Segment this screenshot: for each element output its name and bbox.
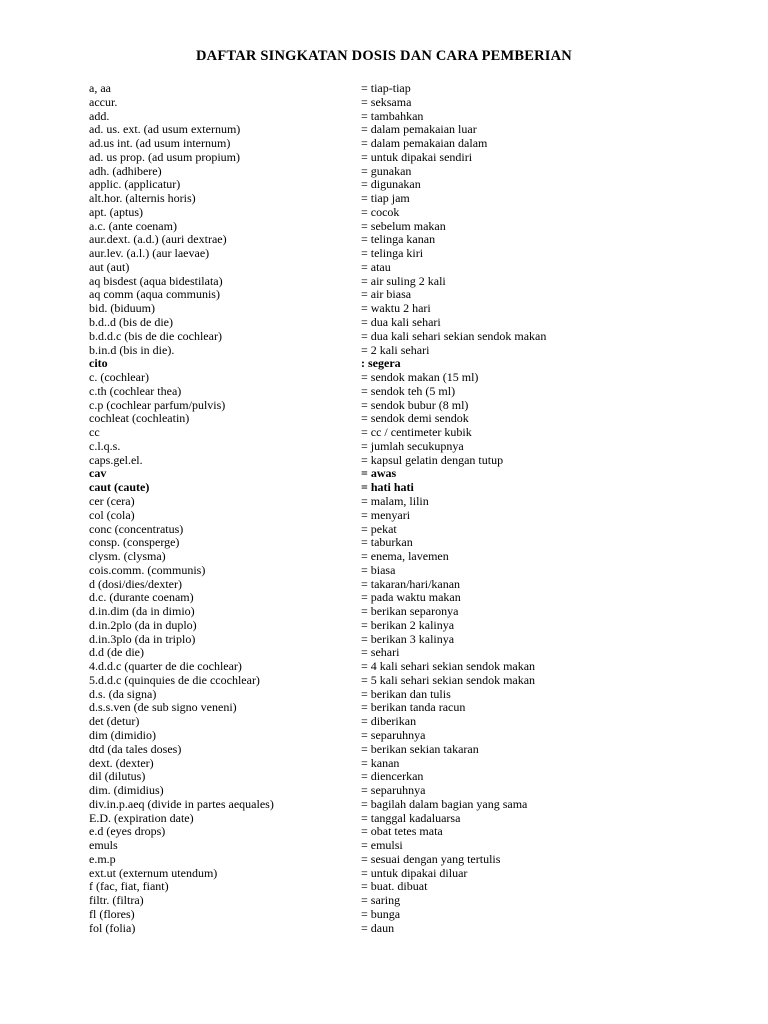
list-item bbox=[89, 110, 729, 124]
abbreviation-meaning: = awas bbox=[361, 466, 397, 481]
abbreviation-term: alt.hor. (alternis horis) bbox=[89, 191, 196, 206]
list-item bbox=[89, 96, 729, 110]
document-title: DAFTAR SINGKATAN DOSIS DAN CARA PEMBERIAN bbox=[196, 48, 572, 64]
list-item bbox=[89, 454, 729, 468]
list-item bbox=[89, 82, 729, 96]
list-item bbox=[89, 922, 729, 936]
list-item bbox=[89, 880, 729, 894]
abbreviation-term: bid. (biduum) bbox=[89, 301, 155, 316]
list-item bbox=[89, 137, 729, 151]
abbreviation-term: d.d (de die) bbox=[89, 645, 144, 660]
list-item bbox=[89, 385, 729, 399]
abbreviation-meaning: = waktu 2 hari bbox=[361, 301, 431, 316]
list-item bbox=[89, 729, 729, 743]
abbreviation-term: cer (cera) bbox=[89, 493, 135, 508]
abbreviation-term: d.s. (da signa) bbox=[89, 686, 157, 701]
abbreviation-meaning: = jumlah secukupnya bbox=[361, 438, 464, 453]
abbreviation-meaning: = emulsi bbox=[361, 838, 403, 853]
abbreviation-meaning: = tiap-tiap bbox=[361, 81, 411, 95]
abbreviation-term: b.d..d (bis de die) bbox=[89, 315, 173, 330]
abbreviation-term: c. (cochlear) bbox=[89, 370, 149, 385]
abbreviation-meaning: = pada waktu makan bbox=[361, 590, 461, 605]
abbreviation-term: det (detur) bbox=[89, 714, 140, 729]
abbreviation-meaning: = bagilah dalam bagian yang sama bbox=[361, 796, 528, 811]
abbreviation-meaning: = sebelum makan bbox=[361, 218, 446, 233]
list-item bbox=[89, 839, 729, 853]
abbreviation-meaning: = telinga kanan bbox=[361, 232, 436, 247]
abbreviation-meaning: : segera bbox=[361, 356, 401, 371]
abbreviation-meaning: = seksama bbox=[361, 94, 412, 109]
abbreviation-meaning: = malam, lilin bbox=[361, 493, 429, 508]
abbreviation-term: accur. bbox=[89, 94, 118, 109]
list-item bbox=[89, 743, 729, 757]
abbreviation-term: aur.lev. (a.l.) (aur laevae) bbox=[89, 246, 210, 261]
abbreviation-meaning: = digunakan bbox=[361, 177, 421, 192]
abbreviation-term: d.s.s.ven (de sub signo veneni) bbox=[89, 700, 237, 715]
abbreviation-meaning: = tambahkan bbox=[361, 108, 424, 123]
abbreviation-meaning: = atau bbox=[361, 259, 391, 274]
abbreviation-term: d.c. (durante coenam) bbox=[89, 590, 194, 605]
list-item bbox=[89, 316, 729, 330]
abbreviation-meaning: = taburkan bbox=[361, 535, 413, 550]
abbreviation-term: fol (folia) bbox=[89, 920, 136, 935]
list-item bbox=[89, 509, 729, 523]
abbreviation-meaning: = sendok bubur (8 ml) bbox=[361, 397, 469, 412]
abbreviation-term: ad. us prop. (ad usum propium) bbox=[89, 149, 240, 164]
list-item bbox=[89, 536, 729, 550]
list-item bbox=[89, 908, 729, 922]
abbreviation-meaning: = menyari bbox=[361, 507, 411, 522]
list-item bbox=[89, 633, 729, 647]
list-item bbox=[89, 412, 729, 426]
abbreviation-term: f (fac, fiat, fiant) bbox=[89, 879, 169, 894]
abbreviation-term: E.D. (expiration date) bbox=[89, 810, 194, 825]
abbreviation-term: e.d (eyes drops) bbox=[89, 824, 166, 839]
list-item bbox=[89, 357, 729, 371]
abbreviation-term: cochleat (cochleatin) bbox=[89, 411, 190, 426]
abbreviation-term: e.m.p bbox=[89, 851, 116, 866]
list-item bbox=[89, 894, 729, 908]
abbreviation-term: cc bbox=[89, 425, 100, 440]
list-item bbox=[89, 701, 729, 715]
abbreviation-meaning: = berikan tanda racun bbox=[361, 700, 466, 715]
abbreviation-term: b.d.d.c (bis de die cochlear) bbox=[89, 328, 222, 343]
list-item bbox=[89, 233, 729, 247]
abbreviation-meaning: = sendok demi sendok bbox=[361, 411, 469, 426]
list-item bbox=[89, 674, 729, 688]
abbreviation-term: applic. (applicatur) bbox=[89, 177, 181, 192]
list-item bbox=[89, 178, 729, 192]
list-item bbox=[89, 825, 729, 839]
abbreviation-term: c.p (cochlear parfum/pulvis) bbox=[89, 397, 226, 412]
abbreviation-term: dim. (dimidius) bbox=[89, 783, 164, 798]
list-item bbox=[89, 261, 729, 275]
abbreviation-term: 5.d.d.c (quinquies de die ccochlear) bbox=[89, 672, 260, 687]
abbreviation-meaning: = berikan separonya bbox=[361, 604, 459, 619]
list-item bbox=[89, 688, 729, 702]
list-item bbox=[89, 715, 729, 729]
list-item bbox=[89, 550, 729, 564]
list-item bbox=[89, 757, 729, 771]
list-item bbox=[89, 220, 729, 234]
abbreviation-meaning: = berikan 3 kalinya bbox=[361, 631, 455, 646]
abbreviation-meaning: = enema, lavemen bbox=[361, 549, 449, 564]
abbreviation-term: aur.dext. (a.d.) (auri dextrae) bbox=[89, 232, 227, 247]
abbreviation-term: dext. (dexter) bbox=[89, 755, 154, 770]
abbreviation-term: dtd (da tales doses) bbox=[89, 741, 182, 756]
abbreviation-meaning: = 4 kali sehari sekian sendok makan bbox=[361, 659, 536, 674]
abbreviation-term: cito bbox=[89, 356, 108, 371]
abbreviation-meaning: = kapsul gelatin dengan tutup bbox=[361, 452, 504, 467]
list-item bbox=[89, 247, 729, 261]
abbreviation-meaning: = cc / centimeter kubik bbox=[361, 425, 472, 440]
list-item bbox=[89, 151, 729, 165]
abbreviation-meaning: = takaran/hari/kanan bbox=[361, 576, 461, 591]
list-item bbox=[89, 867, 729, 881]
list-item bbox=[89, 798, 729, 812]
list-item bbox=[89, 399, 729, 413]
abbreviation-term: consp. (consperge) bbox=[89, 535, 180, 550]
abbreviation-term: cois.comm. (communis) bbox=[89, 562, 206, 577]
abbreviation-meaning: = sehari bbox=[361, 645, 400, 660]
abbreviation-meaning: = berikan 2 kalinya bbox=[361, 617, 455, 632]
list-item bbox=[89, 165, 729, 179]
abbreviation-term: c.l.q.s. bbox=[89, 438, 121, 453]
abbreviation-meaning: = tiap jam bbox=[361, 191, 410, 206]
abbreviation-term: clysm. (clysma) bbox=[89, 549, 166, 564]
abbreviation-list bbox=[89, 82, 729, 935]
abbreviation-meaning: = berikan sekian takaran bbox=[361, 741, 479, 756]
abbreviation-term: emuls bbox=[89, 838, 118, 853]
abbreviation-term: c.th (cochlear thea) bbox=[89, 383, 182, 398]
abbreviation-term: ad. us. ext. (ad usum externum) bbox=[89, 122, 241, 137]
abbreviation-meaning: = untuk dipakai sendiri bbox=[361, 149, 473, 164]
list-item bbox=[89, 578, 729, 592]
abbreviation-term: apt. (aptus) bbox=[89, 204, 143, 219]
abbreviation-term: cav bbox=[89, 466, 107, 481]
abbreviation-meaning: = diencerkan bbox=[361, 769, 424, 784]
abbreviation-meaning: = kanan bbox=[361, 755, 400, 770]
list-item bbox=[89, 495, 729, 509]
abbreviation-meaning: = daun bbox=[361, 920, 395, 935]
abbreviation-term: aq bisdest (aqua bidestilata) bbox=[89, 273, 223, 288]
abbreviation-meaning: = berikan dan tulis bbox=[361, 686, 451, 701]
abbreviation-term: dim (dimidio) bbox=[89, 727, 156, 742]
list-item bbox=[89, 467, 729, 481]
abbreviation-term: a.c. (ante coenam) bbox=[89, 218, 177, 233]
list-item bbox=[89, 481, 729, 495]
list-item bbox=[89, 812, 729, 826]
abbreviation-meaning: = sendok teh (5 ml) bbox=[361, 383, 456, 398]
abbreviation-meaning: = separuhnya bbox=[361, 783, 426, 798]
list-item bbox=[89, 192, 729, 206]
abbreviation-term: b.in.d (bis in die). bbox=[89, 342, 175, 357]
list-item bbox=[89, 784, 729, 798]
abbreviation-meaning: = 2 kali sehari bbox=[361, 342, 430, 357]
abbreviation-term: fl (flores) bbox=[89, 906, 135, 921]
abbreviation-term: caps.gel.el. bbox=[89, 452, 143, 467]
abbreviation-meaning: = dalam pemakaian dalam bbox=[361, 136, 488, 151]
list-item bbox=[89, 660, 729, 674]
abbreviation-meaning: = air suling 2 kali bbox=[361, 273, 446, 288]
abbreviation-meaning: = obat tetes mata bbox=[361, 824, 443, 839]
abbreviation-term: add. bbox=[89, 108, 110, 123]
abbreviation-term: d.in.3plo (da in triplo) bbox=[89, 631, 196, 646]
list-item bbox=[89, 591, 729, 605]
list-item bbox=[89, 440, 729, 454]
abbreviation-term: filtr. (filtra) bbox=[89, 893, 144, 908]
abbreviation-term: caut (caute) bbox=[89, 480, 150, 495]
list-item bbox=[89, 206, 729, 220]
abbreviation-meaning: = dua kali sehari sekian sendok makan bbox=[361, 328, 547, 343]
abbreviation-meaning: = biasa bbox=[361, 562, 396, 577]
abbreviation-meaning: = dua kali sehari bbox=[361, 315, 441, 330]
list-item bbox=[89, 853, 729, 867]
list-item bbox=[89, 426, 729, 440]
list-item bbox=[89, 770, 729, 784]
list-item bbox=[89, 371, 729, 385]
abbreviation-term: 4.d.d.c (quarter de die cochlear) bbox=[89, 659, 242, 674]
abbreviation-term: d.in.2plo (da in duplo) bbox=[89, 617, 197, 632]
abbreviation-term: div.in.p.aeq (divide in partes aequales) bbox=[89, 796, 274, 811]
list-item bbox=[89, 330, 729, 344]
abbreviation-term: d.in.dim (da in dimio) bbox=[89, 604, 195, 619]
abbreviation-meaning: = air biasa bbox=[361, 287, 412, 302]
abbreviation-term: dil (dilutus) bbox=[89, 769, 146, 784]
abbreviation-term: conc (concentratus) bbox=[89, 521, 184, 536]
abbreviation-term: col (cola) bbox=[89, 507, 135, 522]
list-item bbox=[89, 619, 729, 633]
abbreviation-term: ext.ut (externum utendum) bbox=[89, 865, 218, 880]
abbreviation-meaning: = diberikan bbox=[361, 714, 417, 729]
abbreviation-meaning: = telinga kiri bbox=[361, 246, 424, 261]
abbreviation-meaning: = saring bbox=[361, 893, 401, 908]
abbreviation-term: adh. (adhibere) bbox=[89, 163, 162, 178]
abbreviation-meaning: = cocok bbox=[361, 204, 400, 219]
abbreviation-meaning: = tanggal kadaluarsa bbox=[361, 810, 461, 825]
abbreviation-meaning: = pekat bbox=[361, 521, 397, 536]
abbreviation-term: aut (aut) bbox=[89, 259, 130, 274]
list-item bbox=[89, 523, 729, 537]
abbreviation-meaning: = sendok makan (15 ml) bbox=[361, 370, 479, 385]
list-item bbox=[89, 123, 729, 137]
list-item bbox=[89, 646, 729, 660]
abbreviation-term: d (dosi/dies/dexter) bbox=[89, 576, 182, 591]
abbreviation-meaning: = 5 kali sehari sekian sendok makan bbox=[361, 672, 536, 687]
list-item bbox=[89, 288, 729, 302]
abbreviation-meaning: = dalam pemakaian luar bbox=[361, 122, 477, 137]
list-item bbox=[89, 302, 729, 316]
list-item bbox=[89, 275, 729, 289]
abbreviation-term: a, aa bbox=[89, 81, 111, 95]
abbreviation-meaning: = sesuai dengan yang tertulis bbox=[361, 851, 501, 866]
abbreviation-meaning: = untuk dipakai diluar bbox=[361, 865, 468, 880]
abbreviation-term: ad.us int. (ad usum internum) bbox=[89, 136, 231, 151]
abbreviation-term: aq comm (aqua communis) bbox=[89, 287, 220, 302]
abbreviation-meaning: = separuhnya bbox=[361, 727, 426, 742]
abbreviation-meaning: = bunga bbox=[361, 906, 401, 921]
abbreviation-meaning: = hati hati bbox=[361, 480, 414, 495]
list-item bbox=[89, 605, 729, 619]
list-item bbox=[89, 564, 729, 578]
abbreviation-meaning: = gunakan bbox=[361, 163, 412, 178]
abbreviation-meaning: = buat. dibuat bbox=[361, 879, 428, 894]
list-item bbox=[89, 344, 729, 358]
